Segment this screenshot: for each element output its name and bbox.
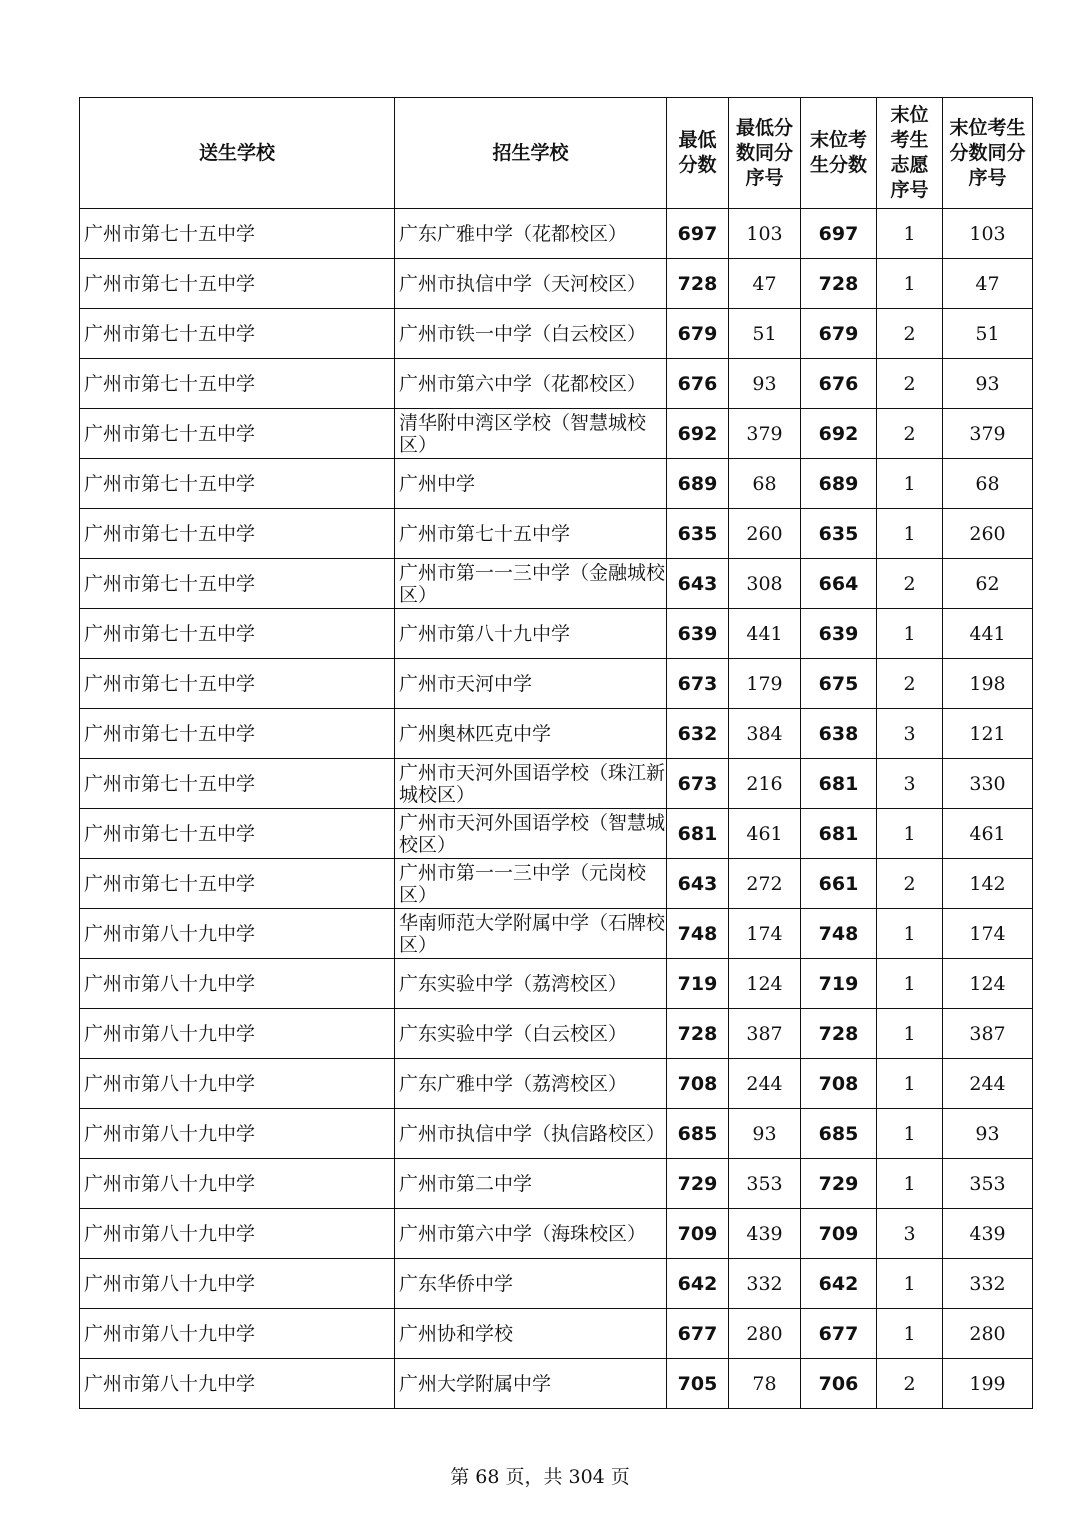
- min-score-cell: 673: [667, 659, 729, 709]
- admitting-school-cell: 广州市铁一中学（白云校区）: [395, 309, 667, 359]
- sending-school-cell: 广州市第八十九中学: [80, 1309, 395, 1359]
- last-score-rank-cell: 103: [943, 209, 1033, 259]
- min-score-rank-cell: 260: [729, 509, 801, 559]
- last-choice-rank-cell: 1: [877, 259, 943, 309]
- last-score-rank-cell: 280: [943, 1309, 1033, 1359]
- last-choice-rank-cell: 1: [877, 209, 943, 259]
- admitting-school-cell: 华南师范大学附属中学（石牌校区）: [395, 909, 667, 959]
- min-score-cell: 676: [667, 359, 729, 409]
- last-score-rank-cell: 461: [943, 809, 1033, 859]
- last-score-rank-cell: 124: [943, 959, 1033, 1009]
- last-choice-rank-cell: 3: [877, 1209, 943, 1259]
- sending-school-cell: 广州市第七十五中学: [80, 709, 395, 759]
- min-score-cell: 639: [667, 609, 729, 659]
- table-row: [80, 459, 1033, 509]
- last-score-rank-cell: 260: [943, 509, 1033, 559]
- last-choice-rank-cell: 2: [877, 409, 943, 459]
- admitting-school-cell: 广州协和学校: [395, 1309, 667, 1359]
- sending-school-cell: 广州市第七十五中学: [80, 659, 395, 709]
- table-body: [80, 209, 1033, 1409]
- sending-school-cell: 广州市第七十五中学: [80, 759, 395, 809]
- last-score-cell: 675: [801, 659, 877, 709]
- last-score-rank-cell: 68: [943, 459, 1033, 509]
- last-score-rank-cell: 47: [943, 259, 1033, 309]
- last-score-cell: 664: [801, 559, 877, 609]
- admitting-school-cell: 广东华侨中学: [395, 1259, 667, 1309]
- last-choice-rank-cell: 1: [877, 509, 943, 559]
- sending-school-cell: 广州市第八十九中学: [80, 1259, 395, 1309]
- table-row: [80, 1159, 1033, 1209]
- table-row: [80, 959, 1033, 1009]
- min-score-rank-cell: 441: [729, 609, 801, 659]
- last-score-cell: 706: [801, 1359, 877, 1409]
- table-row: [80, 859, 1033, 909]
- min-score-rank-cell: 353: [729, 1159, 801, 1209]
- last-score-cell: 639: [801, 609, 877, 659]
- last-choice-rank-cell: 1: [877, 1109, 943, 1159]
- last-choice-rank-cell: 1: [877, 1009, 943, 1059]
- min-score-rank-cell: 384: [729, 709, 801, 759]
- last-choice-rank-cell: 1: [877, 609, 943, 659]
- last-choice-rank-cell: 2: [877, 659, 943, 709]
- admitting-school-cell: 广州市天河中学: [395, 659, 667, 709]
- sending-school-cell: 广州市第七十五中学: [80, 609, 395, 659]
- table-row: [80, 1309, 1033, 1359]
- last-choice-rank-cell: 1: [877, 1309, 943, 1359]
- min-score-rank-cell: 93: [729, 359, 801, 409]
- last-choice-rank-cell: 1: [877, 1059, 943, 1109]
- last-score-cell: 679: [801, 309, 877, 359]
- last-score-cell: 728: [801, 259, 877, 309]
- last-score-cell: 635: [801, 509, 877, 559]
- min-score-cell: 679: [667, 309, 729, 359]
- last-score-rank-cell: 332: [943, 1259, 1033, 1309]
- last-score-rank-cell: 174: [943, 909, 1033, 959]
- min-score-rank-cell: 179: [729, 659, 801, 709]
- last-score-rank-cell: 244: [943, 1059, 1033, 1109]
- sending-school-cell: 广州市第八十九中学: [80, 959, 395, 1009]
- sending-school-cell: 广州市第七十五中学: [80, 459, 395, 509]
- table-row: [80, 1009, 1033, 1059]
- admitting-school-cell: 广州大学附属中学: [395, 1359, 667, 1409]
- admitting-school-cell: 广东广雅中学（荔湾校区）: [395, 1059, 667, 1109]
- last-score-cell: 677: [801, 1309, 877, 1359]
- admitting-school-cell: 广州市执信中学（执信路校区）: [395, 1109, 667, 1159]
- sending-school-cell: 广州市第八十九中学: [80, 1009, 395, 1059]
- sending-school-cell: 广州市第七十五中学: [80, 859, 395, 909]
- sending-school-cell: 广州市第八十九中学: [80, 1059, 395, 1109]
- min-score-cell: 642: [667, 1259, 729, 1309]
- last-choice-rank-cell: 1: [877, 959, 943, 1009]
- min-score-cell: 748: [667, 909, 729, 959]
- last-score-cell: 692: [801, 409, 877, 459]
- last-score-rank-cell: 387: [943, 1009, 1033, 1059]
- min-score-rank-cell: 78: [729, 1359, 801, 1409]
- last-score-cell: 676: [801, 359, 877, 409]
- min-score-cell: 643: [667, 859, 729, 909]
- table-row: [80, 909, 1033, 959]
- last-choice-rank-cell: 1: [877, 459, 943, 509]
- min-score-cell: 681: [667, 809, 729, 859]
- header-last-choice-rank: 末位考生志愿序号: [877, 98, 943, 209]
- min-score-rank-cell: 47: [729, 259, 801, 309]
- admitting-school-cell: 广东实验中学（荔湾校区）: [395, 959, 667, 1009]
- table-row: [80, 1359, 1033, 1409]
- page-footer: 第 68 页，共 304 页: [450, 1466, 630, 1488]
- table-row: [80, 359, 1033, 409]
- sending-school-cell: 广州市第七十五中学: [80, 359, 395, 409]
- admitting-school-cell: 广州奥林匹克中学: [395, 709, 667, 759]
- admitting-school-cell: 广州市天河外国语学校（珠江新城校区）: [395, 759, 667, 809]
- min-score-rank-cell: 387: [729, 1009, 801, 1059]
- sending-school-cell: 广州市第七十五中学: [80, 259, 395, 309]
- admitting-school-cell: 广州市第六中学（海珠校区）: [395, 1209, 667, 1259]
- last-choice-rank-cell: 1: [877, 909, 943, 959]
- min-score-rank-cell: 308: [729, 559, 801, 609]
- sending-school-cell: 广州市第八十九中学: [80, 909, 395, 959]
- table-row: [80, 759, 1033, 809]
- min-score-cell: 705: [667, 1359, 729, 1409]
- table-row: [80, 659, 1033, 709]
- last-score-cell: 681: [801, 759, 877, 809]
- last-choice-rank-cell: 2: [877, 359, 943, 409]
- last-score-cell: 642: [801, 1259, 877, 1309]
- last-choice-rank-cell: 2: [877, 559, 943, 609]
- admitting-school-cell: 广州市第一一三中学（元岗校区）: [395, 859, 667, 909]
- last-score-cell: 719: [801, 959, 877, 1009]
- last-choice-rank-cell: 2: [877, 309, 943, 359]
- header-admitting-school: 招生学校: [395, 98, 667, 209]
- min-score-cell: 632: [667, 709, 729, 759]
- last-score-rank-cell: 121: [943, 709, 1033, 759]
- admitting-school-cell: 广州市第六中学（花都校区）: [395, 359, 667, 409]
- admitting-school-cell: 广东实验中学（白云校区）: [395, 1009, 667, 1059]
- min-score-cell: 708: [667, 1059, 729, 1109]
- min-score-cell: 677: [667, 1309, 729, 1359]
- table-row: [80, 609, 1033, 659]
- last-score-cell: 729: [801, 1159, 877, 1209]
- min-score-cell: 728: [667, 259, 729, 309]
- min-score-cell: 729: [667, 1159, 729, 1209]
- last-choice-rank-cell: 3: [877, 709, 943, 759]
- last-score-cell: 709: [801, 1209, 877, 1259]
- min-score-cell: 689: [667, 459, 729, 509]
- min-score-cell: 673: [667, 759, 729, 809]
- table-row: [80, 1059, 1033, 1109]
- header-min-score-rank: 最低分数同分序号: [729, 98, 801, 209]
- min-score-rank-cell: 379: [729, 409, 801, 459]
- sending-school-cell: 广州市第七十五中学: [80, 209, 395, 259]
- last-choice-rank-cell: 1: [877, 1259, 943, 1309]
- sending-school-cell: 广州市第七十五中学: [80, 509, 395, 559]
- table-row: [80, 259, 1033, 309]
- min-score-rank-cell: 439: [729, 1209, 801, 1259]
- admitting-school-cell: 广州市第二中学: [395, 1159, 667, 1209]
- admitting-school-cell: 清华附中湾区学校（智慧城校区）: [395, 409, 667, 459]
- min-score-rank-cell: 461: [729, 809, 801, 859]
- header-last-score-rank: 末位考生分数同分序号: [943, 98, 1033, 209]
- last-score-rank-cell: 51: [943, 309, 1033, 359]
- last-score-rank-cell: 93: [943, 1109, 1033, 1159]
- last-score-rank-cell: 62: [943, 559, 1033, 609]
- table-row: [80, 1259, 1033, 1309]
- sending-school-cell: 广州市第七十五中学: [80, 409, 395, 459]
- last-score-rank-cell: 142: [943, 859, 1033, 909]
- last-score-rank-cell: 379: [943, 409, 1033, 459]
- last-choice-rank-cell: 3: [877, 759, 943, 809]
- last-score-rank-cell: 93: [943, 359, 1033, 409]
- admitting-school-cell: 广州中学: [395, 459, 667, 509]
- admitting-school-cell: 广州市天河外国语学校（智慧城校区）: [395, 809, 667, 859]
- header-min-score: 最低分数: [667, 98, 729, 209]
- sending-school-cell: 广州市第七十五中学: [80, 809, 395, 859]
- min-score-cell: 697: [667, 209, 729, 259]
- last-score-cell: 681: [801, 809, 877, 859]
- admission-table: [79, 97, 1033, 1409]
- sending-school-cell: 广州市第八十九中学: [80, 1109, 395, 1159]
- admitting-school-cell: 广州市第八十九中学: [395, 609, 667, 659]
- table-row: [80, 559, 1033, 609]
- last-score-cell: 697: [801, 209, 877, 259]
- min-score-rank-cell: 216: [729, 759, 801, 809]
- admitting-school-cell: 广东广雅中学（花都校区）: [395, 209, 667, 259]
- table-row: [80, 1109, 1033, 1159]
- header-last-score: 末位考生分数: [801, 98, 877, 209]
- admitting-school-cell: 广州市第七十五中学: [395, 509, 667, 559]
- header-row: [80, 98, 1033, 209]
- last-score-cell: 661: [801, 859, 877, 909]
- sending-school-cell: 广州市第七十五中学: [80, 309, 395, 359]
- last-score-rank-cell: 199: [943, 1359, 1033, 1409]
- sending-school-cell: 广州市第七十五中学: [80, 559, 395, 609]
- min-score-cell: 635: [667, 509, 729, 559]
- min-score-cell: 719: [667, 959, 729, 1009]
- min-score-rank-cell: 103: [729, 209, 801, 259]
- admitting-school-cell: 广州市执信中学（天河校区）: [395, 259, 667, 309]
- min-score-rank-cell: 51: [729, 309, 801, 359]
- last-score-cell: 685: [801, 1109, 877, 1159]
- last-score-rank-cell: 198: [943, 659, 1033, 709]
- min-score-cell: 685: [667, 1109, 729, 1159]
- header-sending-school: 送生学校: [80, 98, 395, 209]
- last-score-cell: 748: [801, 909, 877, 959]
- table-row: [80, 209, 1033, 259]
- admitting-school-cell: 广州市第一一三中学（金融城校区）: [395, 559, 667, 609]
- min-score-rank-cell: 93: [729, 1109, 801, 1159]
- table-row: [80, 309, 1033, 359]
- min-score-cell: 692: [667, 409, 729, 459]
- min-score-rank-cell: 174: [729, 909, 801, 959]
- table-row: [80, 709, 1033, 759]
- table-row: [80, 409, 1033, 459]
- sending-school-cell: 广州市第八十九中学: [80, 1359, 395, 1409]
- sending-school-cell: 广州市第八十九中学: [80, 1209, 395, 1259]
- min-score-cell: 643: [667, 559, 729, 609]
- sending-school-cell: 广州市第八十九中学: [80, 1159, 395, 1209]
- last-score-cell: 638: [801, 709, 877, 759]
- min-score-rank-cell: 68: [729, 459, 801, 509]
- last-choice-rank-cell: 2: [877, 1359, 943, 1409]
- min-score-rank-cell: 244: [729, 1059, 801, 1109]
- last-choice-rank-cell: 1: [877, 809, 943, 859]
- min-score-rank-cell: 332: [729, 1259, 801, 1309]
- min-score-cell: 709: [667, 1209, 729, 1259]
- last-score-rank-cell: 353: [943, 1159, 1033, 1209]
- last-score-cell: 728: [801, 1009, 877, 1059]
- min-score-rank-cell: 124: [729, 959, 801, 1009]
- last-score-rank-cell: 330: [943, 759, 1033, 809]
- last-score-cell: 689: [801, 459, 877, 509]
- min-score-rank-cell: 272: [729, 859, 801, 909]
- last-score-rank-cell: 441: [943, 609, 1033, 659]
- last-score-rank-cell: 439: [943, 1209, 1033, 1259]
- table-row: [80, 1209, 1033, 1259]
- table-row: [80, 509, 1033, 559]
- last-choice-rank-cell: 1: [877, 1159, 943, 1209]
- last-score-cell: 708: [801, 1059, 877, 1109]
- min-score-cell: 728: [667, 1009, 729, 1059]
- last-choice-rank-cell: 2: [877, 859, 943, 909]
- min-score-rank-cell: 280: [729, 1309, 801, 1359]
- table-row: [80, 809, 1033, 859]
